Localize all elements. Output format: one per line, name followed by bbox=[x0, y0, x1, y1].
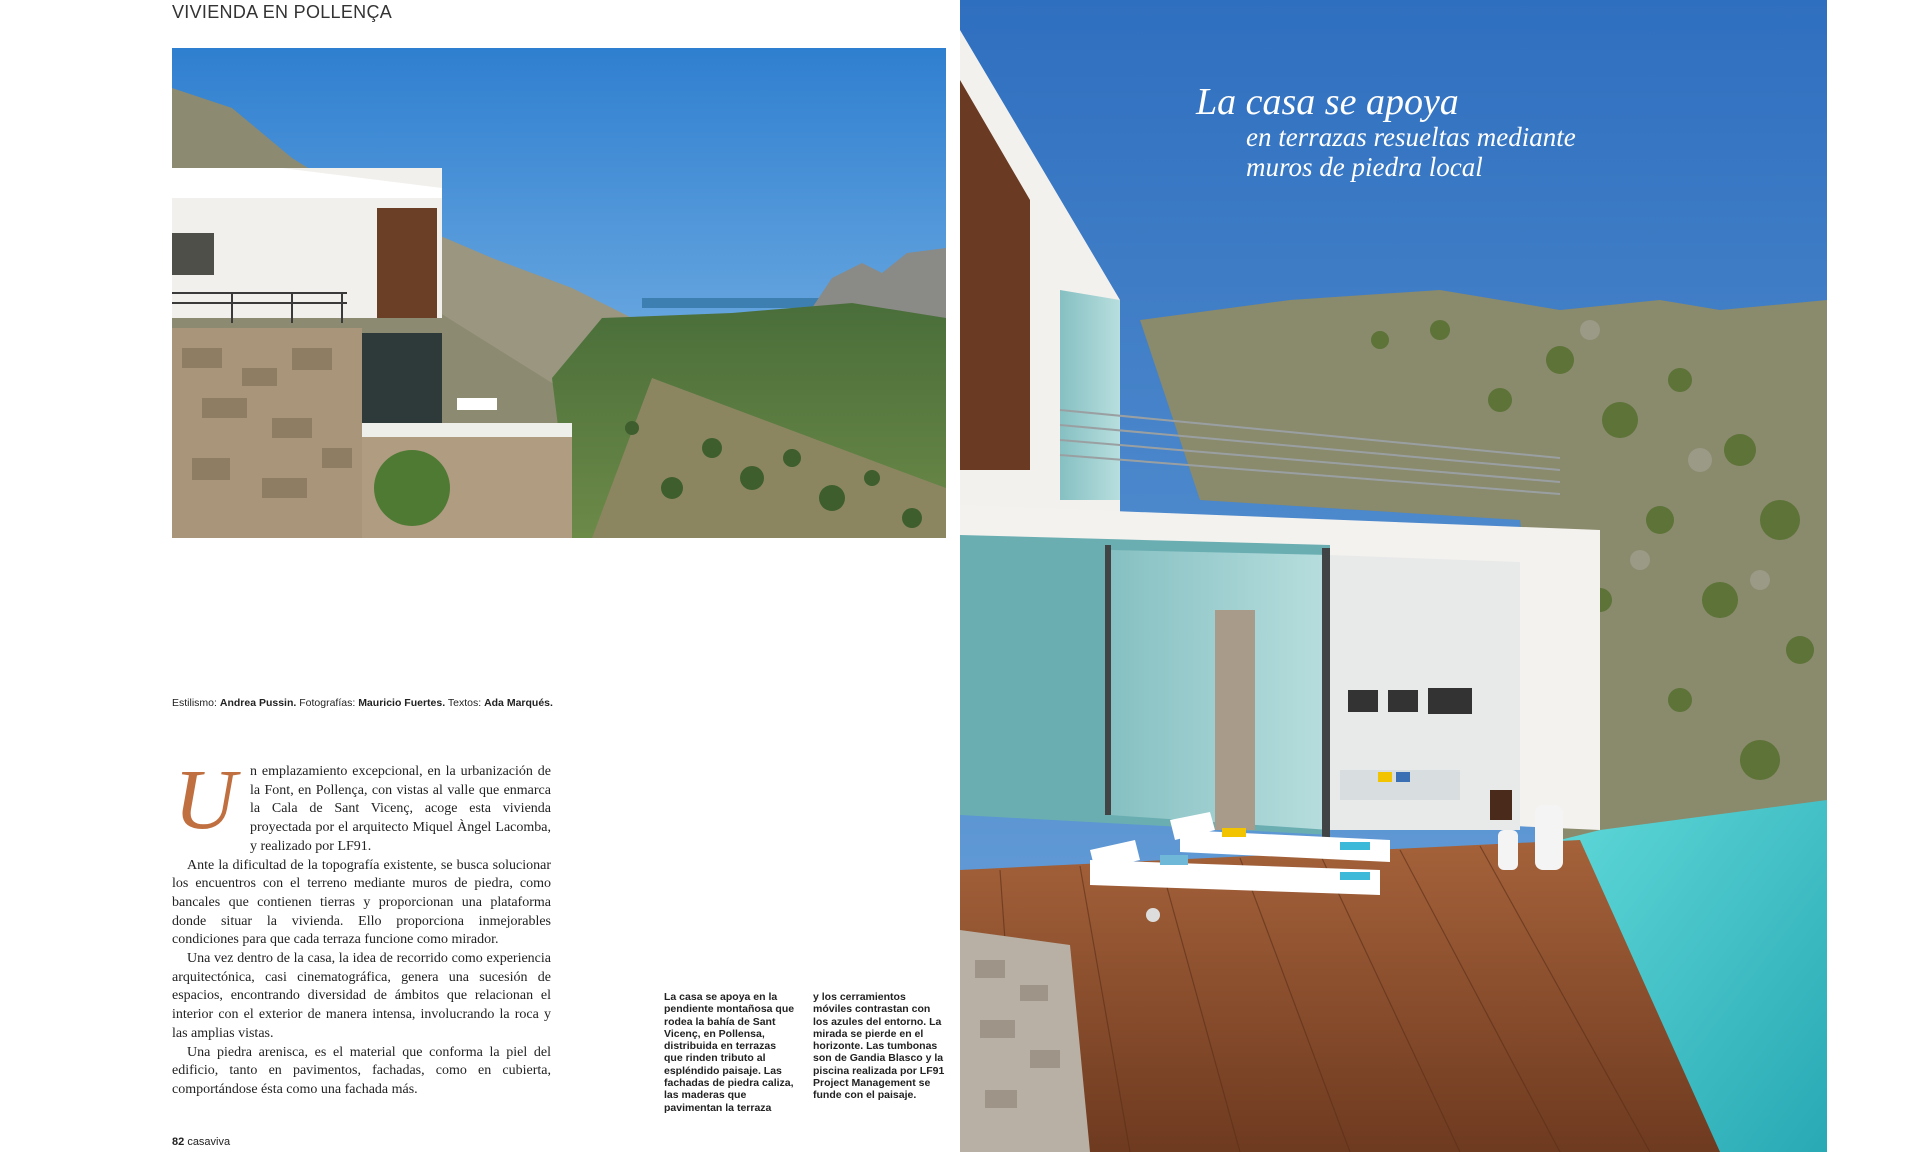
drop-cap: U bbox=[174, 751, 237, 847]
headline-line-3: muros de piedra local bbox=[1246, 152, 1483, 182]
photo-name: Mauricio Fuertes. bbox=[358, 697, 446, 709]
section-title: VIVIENDA EN POLLENÇA bbox=[172, 2, 393, 22]
article-paragraph-1-text: n emplazamiento excepcional, en la urbanización de la Font, en Pollença, con vistas al valle que enmarca la Cala de Sant Vicenç, acoge esta vivienda proyectada por el arquitecto Miquel Àngel Lacomba, y realizado por LF91. bbox=[250, 764, 551, 854]
text-name: Ada Marqués. bbox=[484, 697, 553, 709]
page-folio bbox=[172, 1136, 230, 1148]
styling-name: Andrea Pussin. bbox=[219, 697, 297, 709]
article-paragraph-3: Una vez dentro de la casa, la idea de recorrido como experiencia arquitectónica, casi cinematográfica, genera una sucesión de espacios, encontrando diversidad de ámbitos que relacionan el interior con el exterior de manera intensa, involucrando la roca y las amplias vistas. bbox=[172, 951, 551, 1041]
headline-line-1: La casa se apoya bbox=[1196, 81, 1459, 123]
valley-house-photo bbox=[172, 48, 946, 538]
text-label: Textos: bbox=[447, 697, 482, 709]
page-number: 82 bbox=[172, 1136, 185, 1148]
styling-label: Estilismo: bbox=[172, 697, 217, 709]
article-body bbox=[172, 751, 551, 1100]
photo-caption-col-1: La casa se apoya en la pendiente montañosa que rodea la bahía de Sant Vicenç, en Pollensa, distribuida en terrazas que rinden tributo al espléndido paisaje. Las fachadas de piedra caliza, las maderas que pavimentan la terraza bbox=[664, 991, 795, 1114]
photo-caption-col-2: y los cerramientos móviles contrastan con los azules del entorno. La mirada se pierde en el horizonte. Las tumbonas son de Gandia Blasco y la piscina realizada por LF91 Project Management se funde con el paisaje. bbox=[813, 991, 945, 1102]
photo-credits bbox=[172, 697, 553, 709]
magazine-name: casaviva bbox=[187, 1136, 231, 1148]
headline bbox=[1196, 82, 1576, 182]
article-paragraph-1 bbox=[172, 751, 551, 857]
article-paragraph-2: Ante la dificultad de la topografía existente, se busca solucionar los encuentros con el terreno mediante muros de piedra, como bancales que contienen tierras y proporcionan una plataforma donde situar la vivienda. Ello proporciona inmejorables condiciones para que cada terraza funcione como mirador. bbox=[172, 857, 551, 948]
photo-label: Fotografías: bbox=[299, 697, 356, 709]
headline-line-2: en terrazas resueltas mediante bbox=[1246, 122, 1576, 152]
article-paragraph-4: Una piedra arenisca, es el material que conforma la piel del edificio, tanto en pavimentos, fachadas, como en cubierta, comportándose ésta como una fachada más. bbox=[172, 1044, 551, 1097]
